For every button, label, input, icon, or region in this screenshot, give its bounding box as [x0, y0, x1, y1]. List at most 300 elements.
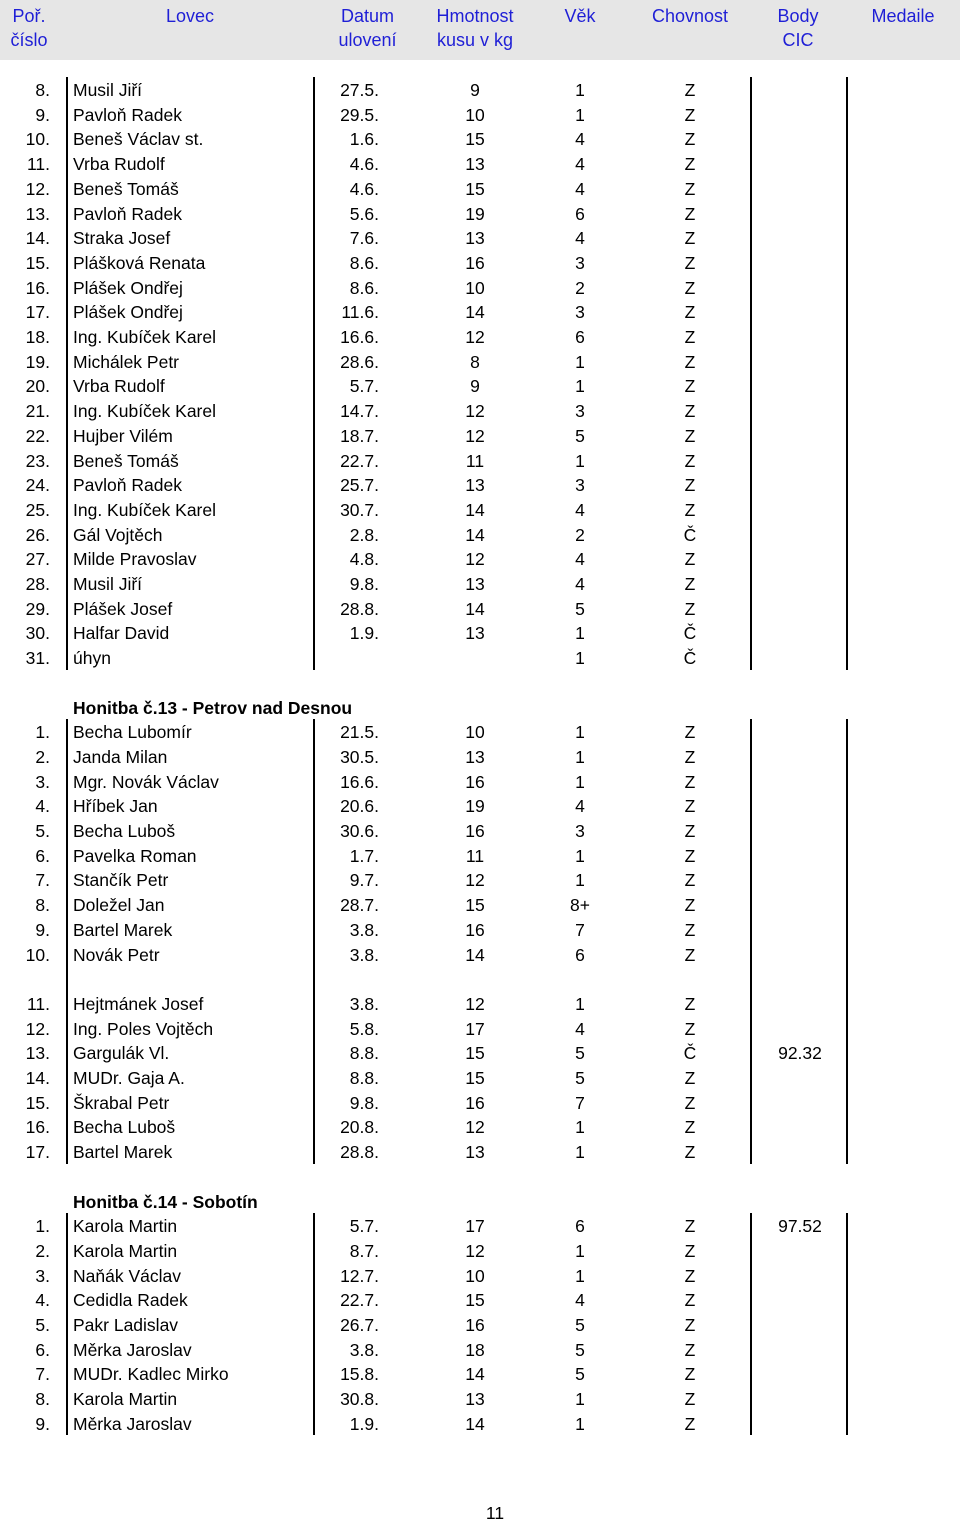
cell-breeding: Z: [684, 80, 696, 100]
cell-breeding: Z: [684, 376, 696, 397]
cell-hunter: Plášek Ondřej: [73, 302, 183, 323]
cell-age: 4: [575, 1018, 585, 1039]
cell-age: 7: [575, 919, 585, 940]
cell-date: 12.7.: [340, 1265, 379, 1286]
cell-hunter: Beneš Václav st.: [73, 129, 204, 150]
cell-breeding: Z: [684, 1240, 696, 1261]
cell-weight: 10: [465, 1265, 485, 1286]
cell-date: 5.7.: [349, 1216, 379, 1237]
cell-hunter: Hříbek Jan: [73, 796, 158, 817]
cell-breeding: Č: [683, 1043, 697, 1064]
cell-number: 8.: [35, 1389, 50, 1410]
cell-date: 28.7.: [340, 895, 379, 916]
cell-breeding: Z: [684, 154, 696, 175]
cell-breeding: Z: [684, 351, 696, 372]
cell-number: 15.: [25, 252, 50, 273]
cell-number: 14.: [25, 1068, 50, 1088]
cell-age: 1: [575, 1117, 585, 1138]
cell-number: 17.: [25, 1142, 50, 1163]
cell-date: 3.8.: [349, 993, 379, 1014]
cell-date: 7.6.: [349, 228, 379, 249]
cell-number: 5.: [35, 1315, 50, 1335]
cell-weight: 9: [470, 376, 480, 397]
cell-hunter: Becha Luboš: [73, 1117, 176, 1138]
cell-hunter: Hejtmánek Josef: [73, 993, 204, 1014]
cell-age: 7: [575, 1092, 585, 1113]
cell-hunter: Plášek Ondřej: [73, 277, 183, 298]
col-header-age: Věk: [564, 6, 596, 26]
cell-breeding: Z: [684, 425, 696, 446]
cell-date: 2.8.: [349, 524, 379, 545]
cell-breeding: Z: [684, 845, 696, 866]
cell-date: 18.7.: [340, 425, 379, 446]
cell-date: 30.6.: [340, 821, 379, 841]
cell-age: 4: [575, 499, 585, 520]
cell-age: 2: [575, 524, 585, 545]
cell-weight: 15: [465, 178, 485, 199]
cell-breeding: Z: [684, 796, 696, 817]
cell-breeding: Z: [684, 228, 696, 249]
cell-number: 31.: [25, 648, 50, 669]
cell-number: 24.: [25, 475, 50, 496]
cell-date: 4.6.: [349, 154, 379, 175]
cell-date: 25.7.: [340, 475, 379, 496]
cell-age: 6: [575, 327, 585, 347]
cell-hunter: Karola Martin: [73, 1216, 178, 1237]
cell-weight: 15: [465, 1043, 485, 1064]
cell-hunter: MUDr. Gaja A.: [73, 1068, 185, 1088]
cell-breeding: Z: [684, 178, 696, 199]
cell-hunter: Milde Pravoslav: [73, 549, 197, 570]
cell-hunter: Stančík Petr: [73, 870, 169, 891]
cell-number: 5.: [35, 821, 50, 841]
cell-number: 3.: [35, 1265, 50, 1286]
cell-age: 1: [575, 80, 585, 100]
cell-weight: 14: [465, 524, 485, 545]
cell-date: 30.7.: [340, 499, 379, 520]
cell-number: 7.: [35, 1364, 50, 1385]
cell-breeding: Z: [684, 1117, 696, 1138]
cell-number: 3.: [35, 771, 50, 792]
cell-age: 2: [575, 277, 585, 298]
cell-number: 22.: [25, 425, 50, 446]
cell-date: 11.6.: [341, 302, 379, 323]
cell-breeding: Č: [683, 648, 697, 669]
cell-date: 3.8.: [349, 1339, 379, 1360]
cell-weight: 12: [465, 1240, 485, 1261]
cell-number: 4.: [35, 1290, 50, 1311]
cell-weight: 13: [465, 623, 485, 644]
cell-date: 9.8.: [349, 574, 379, 594]
cell-hunter: Musil Jiří: [73, 80, 143, 100]
cell-date: 3.8.: [349, 919, 379, 940]
cell-weight: 13: [465, 154, 485, 175]
cell-breeding: Z: [684, 1339, 696, 1360]
cell-hunter: Bartel Marek: [73, 1142, 173, 1163]
cell-weight: 10: [465, 104, 485, 125]
cell-breeding: Z: [684, 1068, 696, 1088]
cell-weight: 19: [465, 796, 485, 817]
col-header-hunter: Lovec: [165, 6, 215, 26]
cell-date: 8.6.: [349, 277, 379, 298]
cell-number: 16.: [25, 277, 50, 298]
cell-weight: 13: [465, 746, 485, 767]
cell-hunter: Plášek Josef: [73, 598, 173, 619]
cell-weight: 12: [465, 425, 485, 446]
cell-hunter: Becha Luboš: [73, 821, 176, 841]
cell-weight: 16: [465, 252, 485, 273]
cell-date: 29.5.: [340, 104, 379, 125]
cell-weight: 14: [465, 944, 485, 965]
cell-breeding: Z: [684, 598, 696, 619]
cell-breeding: Z: [684, 746, 696, 767]
cell-date: 15.8.: [340, 1364, 379, 1385]
cell-number: 2.: [35, 746, 50, 767]
cell-number: 23.: [25, 450, 50, 471]
cell-hunter: úhyn: [73, 648, 111, 669]
cell-age: 3: [575, 401, 585, 422]
cell-number: 25.: [25, 499, 50, 520]
cell-weight: 15: [465, 1290, 485, 1311]
cell-number: 10.: [25, 944, 50, 965]
cell-date: 1.6.: [349, 129, 379, 150]
cell-number: 20.: [25, 376, 50, 397]
cell-hunter: Karola Martin: [73, 1240, 178, 1261]
cell-hunter: Ing. Kubíček Karel: [73, 499, 216, 520]
cell-date: 30.8.: [340, 1389, 379, 1410]
cell-number: 4.: [35, 796, 50, 817]
cell-age: 1: [575, 746, 585, 767]
cell-breeding: Z: [684, 475, 696, 496]
cell-hunter: Pavloň Radek: [73, 203, 182, 224]
cell-breeding: Č: [683, 623, 697, 644]
cell-age: 5: [575, 425, 585, 446]
cell-number: 14.: [25, 228, 50, 249]
cell-hunter: Škrabal Petr: [73, 1092, 170, 1113]
cell-weight: 12: [465, 870, 485, 891]
cell-number: 13.: [25, 1043, 50, 1064]
cell-hunter: Hujber Vilém: [73, 425, 173, 446]
cell-cic-points: 97.52: [778, 1216, 822, 1237]
cell-number: 6.: [35, 845, 50, 866]
cell-weight: 13: [465, 228, 485, 249]
cell-breeding: Z: [684, 1142, 696, 1163]
cell-age: 5: [575, 598, 585, 619]
cell-date: 1.9.: [349, 1413, 379, 1434]
cell-age: 4: [575, 228, 585, 249]
cell-weight: 12: [465, 549, 485, 570]
cell-hunter: Ing. Poles Vojtěch: [73, 1018, 214, 1039]
cell-breeding: Z: [684, 895, 696, 916]
cell-date: 1.7.: [349, 845, 379, 866]
cell-age: 1: [575, 450, 585, 471]
cell-age: 1: [575, 1142, 585, 1163]
col-header-breeding: Chovnost: [651, 6, 729, 26]
cell-number: 29.: [25, 598, 50, 619]
cell-breeding: Z: [684, 574, 696, 594]
cell-date: 30.5.: [340, 746, 379, 767]
col-header-number: Poř. číslo: [10, 6, 48, 50]
cell-hunter: MUDr. Kadlec Mirko: [73, 1364, 229, 1385]
cell-weight: 9: [470, 80, 480, 100]
cell-age: 4: [575, 574, 585, 594]
cell-number: 18.: [25, 327, 50, 347]
cell-date: 4.6.: [349, 178, 379, 199]
cell-weight: 14: [465, 1413, 485, 1434]
cell-number: 21.: [25, 401, 50, 422]
cell-hunter: Měrka Jaroslav: [73, 1413, 192, 1434]
cell-age: 1: [575, 104, 585, 125]
cell-weight: 12: [465, 327, 485, 347]
cell-weight: 16: [465, 771, 485, 792]
cell-breeding: Z: [684, 252, 696, 273]
cell-date: 16.6.: [340, 327, 379, 347]
cell-date: 5.6.: [349, 203, 379, 224]
cell-date: 22.7.: [340, 450, 379, 471]
cell-number: 27.: [25, 549, 50, 570]
cell-hunter: Doležel Jan: [73, 895, 165, 916]
cell-number: 13.: [25, 203, 50, 224]
cell-age: 1: [575, 623, 585, 644]
cell-age: 1: [575, 648, 585, 669]
cell-date: 9.7.: [349, 870, 379, 891]
cell-date: 14.7.: [340, 401, 379, 422]
cell-number: 9.: [35, 1413, 50, 1434]
cell-weight: 11: [465, 450, 485, 471]
cell-breeding: Z: [684, 302, 696, 323]
cell-weight: 16: [465, 919, 485, 940]
cell-hunter: Pavelka Roman: [73, 845, 197, 866]
cell-weight: 14: [465, 1364, 485, 1385]
cell-date: 28.6.: [340, 351, 379, 372]
cell-number: 1.: [35, 1216, 50, 1237]
cell-weight: 13: [465, 1389, 485, 1410]
cell-date: 8.6.: [349, 252, 379, 273]
cell-number: 26.: [25, 524, 50, 545]
cell-number: 8.: [35, 895, 50, 916]
cell-hunter: Mgr. Novák Václav: [73, 771, 219, 792]
cell-weight: 19: [465, 203, 485, 224]
cell-weight: 14: [465, 302, 485, 323]
cell-hunter: Becha Lubomír: [73, 722, 192, 743]
cell-hunter: Ing. Kubíček Karel: [73, 401, 216, 422]
cell-date: 21.5.: [340, 722, 379, 743]
col-header-cic-points: Body CIC: [777, 6, 819, 50]
cell-hunter: Pakr Ladislav: [73, 1315, 179, 1335]
cell-date: 4.8.: [349, 549, 379, 570]
cell-breeding: Z: [684, 1018, 696, 1039]
cell-weight: 11: [465, 845, 485, 866]
cell-hunter: Plášková Renata: [73, 252, 206, 273]
cell-breeding: Z: [684, 401, 696, 422]
cell-hunter: Beneš Tomáš: [73, 178, 179, 199]
cell-age: 4: [575, 129, 585, 150]
cell-breeding: Z: [684, 771, 696, 792]
cell-date: 20.6.: [340, 796, 379, 817]
cell-hunter: Halfar David: [73, 623, 170, 644]
cell-weight: 12: [465, 993, 485, 1014]
cell-breeding: Z: [684, 821, 696, 841]
cell-hunter: Vrba Rudolf: [73, 154, 165, 175]
col-header-medal: Medaile: [871, 6, 935, 26]
cell-breeding: Z: [684, 1265, 696, 1286]
cell-number: 9.: [35, 919, 50, 940]
cell-age: 6: [575, 1216, 585, 1237]
cell-age: 3: [575, 475, 585, 496]
cell-breeding: Z: [684, 919, 696, 940]
cell-breeding: Z: [684, 1290, 696, 1311]
cell-age: 1: [575, 1413, 585, 1434]
cell-number: 1.: [35, 722, 50, 743]
cell-breeding: Z: [684, 1315, 696, 1335]
cell-number: 9.: [35, 104, 50, 125]
cell-breeding: Z: [684, 129, 696, 150]
cell-date: 8.7.: [349, 1240, 379, 1261]
cell-age: 6: [575, 944, 585, 965]
cell-age: 1: [575, 845, 585, 866]
cell-age: 1: [575, 993, 585, 1014]
cell-age: 6: [575, 203, 585, 224]
cell-breeding: Z: [684, 104, 696, 125]
cell-hunter: Měrka Jaroslav: [73, 1339, 192, 1360]
cell-age: 8+: [570, 895, 590, 916]
cell-breeding: Z: [684, 722, 696, 743]
cell-weight: 16: [465, 821, 485, 841]
cell-breeding: Z: [684, 993, 696, 1014]
cell-weight: 16: [465, 1092, 485, 1113]
cell-weight: 12: [465, 1117, 485, 1138]
cell-date: 16.6.: [340, 771, 379, 792]
cell-hunter: Novák Petr: [73, 944, 160, 965]
cell-date: 22.7.: [340, 1290, 379, 1311]
cell-hunter: Janda Milan: [73, 746, 168, 767]
cell-weight: 14: [465, 499, 485, 520]
cell-hunter: Vrba Rudolf: [73, 376, 165, 397]
cell-hunter: Pavloň Radek: [73, 475, 182, 496]
cell-weight: 13: [465, 475, 485, 496]
cell-number: 12.: [25, 178, 50, 199]
cell-breeding: Z: [684, 499, 696, 520]
cell-hunter: Ing. Kubíček Karel: [73, 327, 216, 347]
cell-hunter: Gál Vojtěch: [73, 524, 163, 545]
cell-hunter: Naňák Václav: [73, 1265, 181, 1286]
cell-age: 4: [575, 178, 585, 199]
cell-breeding: Z: [684, 1092, 696, 1113]
cell-date: 8.8.: [349, 1068, 379, 1088]
cell-number: 11.: [26, 154, 50, 175]
cell-date: 1.9.: [349, 623, 379, 644]
cell-breeding: Z: [684, 549, 696, 570]
cell-age: 4: [575, 549, 585, 570]
cell-age: 4: [575, 154, 585, 175]
cell-breeding: Z: [684, 327, 696, 347]
cell-hunter: Karola Martin: [73, 1389, 178, 1410]
page-number: 11: [485, 1503, 505, 1523]
cell-weight: 16: [465, 1315, 485, 1335]
cell-date: 9.8.: [349, 1092, 379, 1113]
cell-date: 28.8.: [340, 598, 379, 619]
cell-date: 28.8.: [340, 1142, 379, 1163]
cell-number: 28.: [25, 574, 50, 594]
cell-breeding: Z: [684, 450, 696, 471]
cell-weight: 17: [465, 1216, 485, 1237]
cell-breeding: Z: [684, 1216, 696, 1237]
cell-age: 3: [575, 302, 585, 323]
cell-breeding: Z: [684, 1364, 696, 1385]
cell-breeding: Č: [683, 524, 697, 545]
cell-weight: 15: [465, 895, 485, 916]
cell-number: 30.: [25, 623, 50, 644]
cell-number: 2.: [35, 1240, 50, 1261]
cell-number: 15.: [25, 1092, 50, 1113]
cell-age: 5: [575, 1043, 585, 1064]
cell-age: 5: [575, 1339, 585, 1360]
cell-breeding: Z: [684, 277, 696, 298]
cell-date: 5.7.: [349, 376, 379, 397]
cell-weight: 12: [465, 401, 485, 422]
cell-age: 3: [575, 252, 585, 273]
cell-age: 1: [575, 1240, 585, 1261]
cell-weight: 10: [465, 277, 485, 298]
cell-age: 3: [575, 821, 585, 841]
cell-weight: 17: [465, 1018, 485, 1039]
cell-breeding: Z: [684, 944, 696, 965]
cell-weight: 10: [465, 722, 485, 743]
cell-age: 1: [575, 376, 585, 397]
cell-cic-points: 92.32: [778, 1043, 822, 1064]
cell-age: 1: [575, 351, 585, 372]
cell-hunter: Beneš Tomáš: [73, 450, 179, 471]
cell-breeding: Z: [684, 1413, 696, 1434]
cell-age: 5: [575, 1315, 585, 1335]
cell-date: 5.8.: [349, 1018, 379, 1039]
cell-number: 16.: [25, 1117, 50, 1138]
cell-weight: 18: [465, 1339, 485, 1360]
cell-age: 1: [575, 1389, 585, 1410]
cell-hunter: Musil Jiří: [73, 574, 143, 594]
cell-date: 20.8.: [340, 1117, 379, 1138]
cell-weight: 13: [465, 574, 485, 594]
cell-hunter: Straka Josef: [73, 228, 171, 249]
cell-breeding: Z: [684, 1389, 696, 1410]
cell-number: 10.: [25, 129, 50, 150]
cell-date: 27.5.: [340, 80, 379, 100]
cell-number: 19.: [25, 351, 50, 372]
cell-date: 26.7.: [340, 1315, 379, 1335]
cell-number: 12.: [25, 1018, 50, 1039]
cell-number: 6.: [35, 1339, 50, 1360]
cell-hunter: Gargulák Vl.: [73, 1043, 170, 1064]
cell-hunter: Cedidla Radek: [73, 1290, 188, 1311]
cell-age: 4: [575, 1290, 585, 1311]
cell-hunter: Bartel Marek: [73, 919, 173, 940]
cell-age: 1: [575, 1265, 585, 1286]
cell-age: 5: [575, 1068, 585, 1088]
cell-weight: 15: [465, 129, 485, 150]
cell-date: 3.8.: [349, 944, 379, 965]
col-header-date: Datum ulovení: [338, 6, 397, 50]
cell-weight: 15: [465, 1068, 485, 1088]
col-header-weight: Hmotnost kusu v kg: [436, 6, 514, 50]
cell-weight: 13: [465, 1142, 485, 1163]
cell-weight: 8: [470, 351, 480, 372]
cell-age: 1: [575, 771, 585, 792]
cell-number: 7.: [35, 870, 50, 891]
section-title: Honitba č.14 - Sobotín: [73, 1191, 258, 1212]
cell-number: 8.: [35, 80, 50, 100]
cell-age: 1: [575, 870, 585, 891]
cell-weight: 14: [465, 598, 485, 619]
